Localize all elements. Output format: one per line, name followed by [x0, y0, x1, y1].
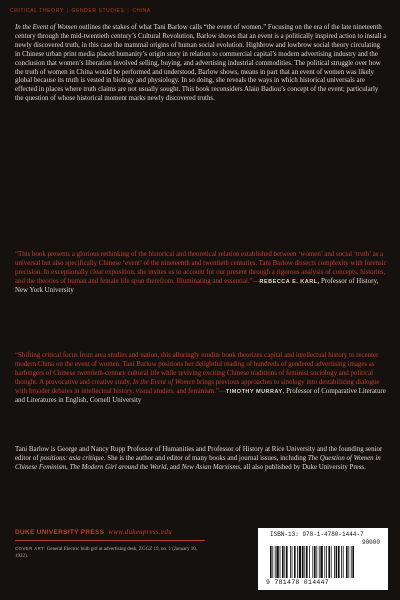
barcode-bar: [294, 546, 296, 578]
book-description: [15, 24, 387, 104]
quote-book-title: In the Event of Women: [132, 378, 195, 386]
price-code: 90000: [361, 539, 380, 546]
publisher-name: DUKE UNIVERSITY PRESS: [15, 529, 105, 536]
quote-text: “Shifting critical focus from area studies and nation, this alluringly erudite book theorizes capital and intellectual history to recenter modern China on the event of women. Tani Barlow positions her delightful reading of hundreds of gendered advertising images as harbingers of Chinese twentieth-century cultural life while reviving exciting Chinese traditions of feminist sociology and political thought. A provocative and creative study,: [15, 352, 379, 386]
barcode-bar: [341, 546, 342, 578]
bio-text: ,: [66, 463, 70, 471]
publisher-url[interactable]: www.dukeupress.edu: [108, 528, 172, 536]
author-bio: [15, 446, 387, 473]
barcode-bar: [290, 546, 291, 578]
barcode-bar: [343, 546, 344, 578]
publisher-line: [15, 528, 172, 536]
category-label: CHINA: [132, 8, 151, 14]
barcode-bar: [336, 546, 338, 578]
barcode-bar: [320, 546, 322, 578]
barcode-bar: [270, 546, 272, 578]
description-text: outlines the stakes of what Tani Barlow calls “the event of women.” Focusing on the era of the late nineteenth century through the mid-twentieth century’s Cultural Revolution, Barlow shows that an event is a politically inspired action to install a newly discovered truth, in this case the mammal origins of human social evolution. Highbrow and lowbrow social theory circulating in Chinese urban print media placed humanity’s origin story in relation to commercial capital’s modern advertising industry and the conclusion that women’s liberation involved selling, buying, and advertising industrial commodities. The political struggle over how the truth of women in China would be performed and understood, Barlow shows, means in part that an event of women was likely global because its truth is vested in biology and physiology. In so doing, she reveals the ways in which historical universals are effected in places where truth claims are not usually sought. This book reconsiders Alain Badiou’s concept of the event; particularly the question of whose historical moment marks newly discovered truths.: [15, 24, 387, 103]
barcode-bar: [319, 546, 320, 578]
barcode-bar: [309, 546, 310, 578]
barcode-bar: [352, 546, 354, 578]
isbn-label: ISBN-13: 978-1-4780-1444-7: [270, 531, 364, 538]
barcode-bar: [292, 546, 293, 578]
divider-rule: [15, 540, 205, 541]
barcode-bar: [328, 546, 330, 578]
quote-dash: —: [252, 277, 260, 285]
ean-digits: 9 781478 014447: [266, 579, 330, 586]
bio-book-title: The Question of Women in Chinese Feminism: [15, 454, 381, 471]
barcode-bar: [280, 546, 281, 578]
barcode-bar: [306, 546, 308, 578]
quote-text: brings previous approaches to sinology into destabilizing dialogue with broader debates in intellectual history, visual studies, and feminism.”: [15, 378, 380, 395]
category-separator: |: [127, 8, 130, 14]
book-title: In the Event of Women: [15, 24, 78, 31]
category-separator: |: [66, 8, 69, 14]
barcode-bar: [351, 546, 352, 578]
endorsement-quote: [15, 352, 387, 405]
barcode-bar: [314, 546, 316, 578]
barcode-bar: [272, 546, 273, 578]
barcode-bar: [334, 546, 335, 578]
barcode-bar: [284, 546, 285, 578]
bio-text: Tani Barlow is George and Nancy Rupp Professor of Humanities and Professor of History at Rice University and the founding senior editor of: [15, 446, 383, 462]
quote-dash: —: [218, 387, 226, 395]
barcode-bar: [348, 546, 349, 578]
barcode-bar: [331, 546, 332, 578]
credit-label: COVER ART:: [15, 546, 46, 551]
barcode-panel: [258, 528, 388, 590]
bio-journal-title: positions: asia critique: [40, 454, 104, 462]
barcode-bar: [312, 546, 313, 578]
barcode-bar: [286, 546, 288, 578]
barcode-bar: [302, 546, 304, 578]
cover-art-credit: [15, 546, 205, 561]
barcode-bar: [297, 546, 298, 578]
quote-author: REBECCA E. KARL: [259, 278, 318, 285]
barcode-bar: [299, 546, 301, 578]
barcode-bar: [326, 546, 327, 578]
barcode-bar: [276, 546, 278, 578]
quote-author: TIMOTHY MURRAY: [225, 388, 283, 395]
barcode-bar: [316, 546, 317, 578]
bio-text: , and: [166, 463, 182, 471]
barcode-bar: [338, 546, 340, 578]
endorsement-quote: [15, 251, 387, 296]
category-label: GENDER STUDIES: [71, 8, 125, 14]
quote-affiliation: , Professor of History, New York University: [15, 277, 379, 294]
quote-text: “This book presents a glorious rethinking of the historical and theoretical relation established between ‘women’ and social ‘truth’ as a universal but also specifically Chinese ‘event’ of the nineteenth and twentieth centuries. Tani Barlow dissects complexity with forensic precision. In exceptionally clear exposition, she invites us to account for our present through a rigorous analysis of concepts, histories, and the theories of human and female life spun therefrom. Illuminating and essential.”: [15, 251, 387, 285]
barcode-bar: [346, 546, 348, 578]
barcode-bar: [282, 546, 284, 578]
category-label: CRITICAL THEORY: [10, 8, 64, 14]
barcode-bar: [304, 546, 305, 578]
bio-text: . She is the author and editor of many books and journal issues, including: [103, 454, 308, 462]
credit-text: General Electric bulb girl at advertising desk, ZGGZ 19, no. 1 (January 10, 1922).: [15, 547, 197, 559]
subject-categories: [10, 8, 151, 14]
bio-text: , all also published by Duke University Press.: [240, 463, 366, 471]
barcode-icon: [270, 546, 382, 578]
quote-affiliation: , Professor of Comparative Literature and Literatures in English, Cornell University: [15, 387, 386, 404]
bio-book-title: The Modern Girl around the World: [69, 463, 167, 471]
barcode-bar: [275, 546, 276, 578]
barcode-bar: [324, 546, 325, 578]
bio-book-title: New Asian Marxisms: [181, 463, 241, 471]
